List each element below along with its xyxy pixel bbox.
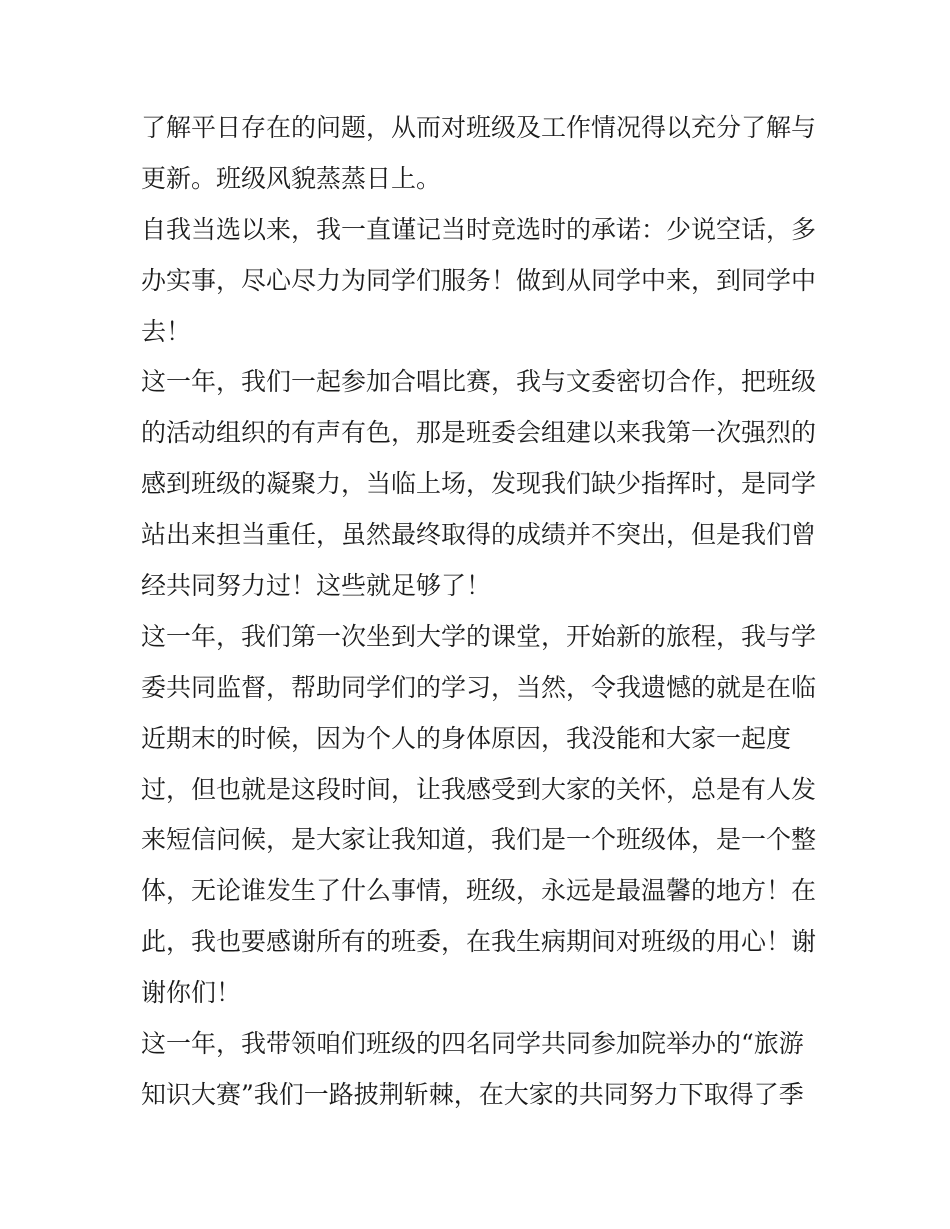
text-line: 经共同努力过！这些就足够了！ [141, 571, 492, 601]
text-line: 这一年，我们第一次坐到大学的课堂，开始新的旅程，我与学 [141, 621, 817, 651]
text-line: 感到班级的凝聚力，当临上场，发现我们缺少指挥时，是同学 [141, 469, 817, 499]
text-line: 谢你们！ [141, 978, 242, 1008]
document-body [141, 103, 821, 1121]
text-line: 去！ [141, 316, 192, 346]
text-line: 体，无论谁发生了什么事情，班级，永远是最温馨的地方！在 [141, 876, 817, 906]
text-line: 这一年，我们一起参加合唱比赛，我与文委密切合作，把班级 [141, 367, 817, 397]
text-line: 的活动组织的有声有色，那是班委会组建以来我第一次强烈的 [141, 418, 817, 448]
text-line: 此，我也要感谢所有的班委，在我生病期间对班级的用心！谢 [141, 927, 817, 957]
text-line: 这一年，我带领咱们班级的四名同学共同参加院举办的“旅游 [141, 1029, 804, 1059]
text-line: 自我当选以来，我一直谨记当时竞选时的承诺：少说空话，多 [141, 214, 817, 244]
text-line: 近期末的时候，因为个人的身体原因，我没能和大家一起度 [141, 723, 792, 753]
text-line: 过，但也就是这段时间，让我感受到大家的关怀，总是有人发 [141, 774, 817, 804]
text-line: 站出来担当重任，虽然最终取得的成绩并不突出，但是我们曾 [141, 520, 817, 550]
text-line: 委共同监督，帮助同学们的学习，当然，令我遗憾的就是在临 [141, 672, 817, 702]
text-line: 知识大赛”我们一路披荆斩棘，在大家的共同努力下取得了季 [141, 1079, 804, 1109]
text-line: 来短信问候，是大家让我知道，我们是一个班级体，是一个整 [141, 825, 817, 855]
text-line: 办实事，尽心尽力为同学们服务！做到从同学中来，到同学中 [141, 265, 817, 295]
text-line: 了解平日存在的问题，从而对班级及工作情况得以充分了解与 [141, 113, 817, 142]
text-line: 更新。班级风貌蒸蒸日上。 [141, 163, 442, 193]
